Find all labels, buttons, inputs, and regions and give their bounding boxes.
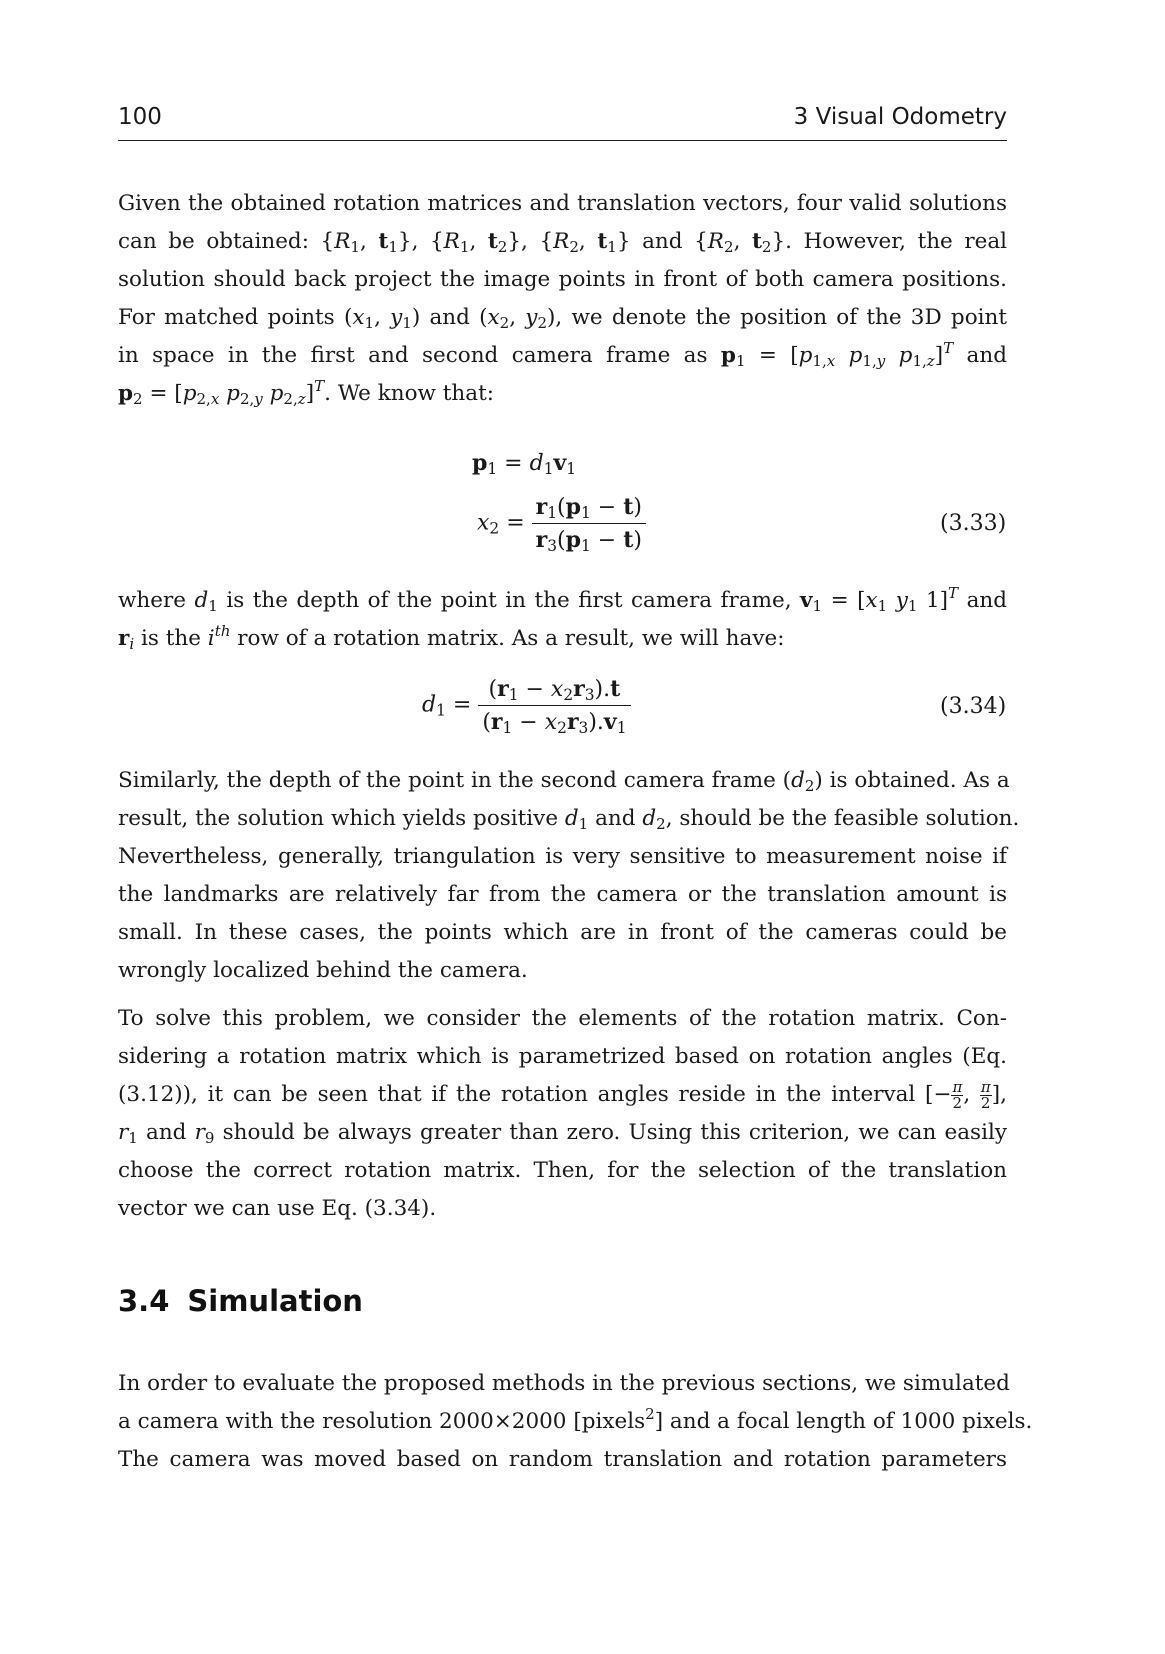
- section-title: Simulation: [187, 1284, 363, 1318]
- text-line: small. In these cases, the points which are in front of the cameras could be: [118, 920, 1007, 945]
- equation-number: (3.34): [940, 694, 1007, 719]
- text-line: the landmarks are relatively far from the camera or the translation amount is: [118, 882, 1007, 907]
- text-line: (3.12)), it can be seen that if the rotation angles reside in the interval [− $\frac{\pi}{2}$ , $\frac{\pi}{2}$ ],: [118, 1077, 1007, 1112]
- text-line: In order to evaluate the proposed methods in the previous sections, we simulated: [118, 1371, 1010, 1396]
- text-line: result, the solution which yields positive $d_1$ and $d_2$, should be the feasible solution.: [118, 806, 1020, 833]
- page-number: 100: [118, 104, 162, 130]
- equation-3-33-line1: $p_1 = d_1v_1$: [472, 450, 577, 478]
- text-line: $r_1$ and $r_9$ should be always greater than zero. Using this criterion, we can easily: [118, 1120, 1007, 1147]
- text-line: $r_i$ is the $i^{th}$ row of a rotation matrix. As a result, we will have:: [118, 622, 785, 653]
- section-heading: [118, 1284, 363, 1318]
- text-line: a camera with the resolution 2000×2000 [pixels$^2$] and a focal length of 1000 pixels.: [118, 1405, 1033, 1434]
- text-line: wrongly localized behind the camera.: [118, 958, 528, 983]
- paragraph-solutions: [118, 185, 1007, 413]
- paragraph-simulation: [118, 1365, 1033, 1479]
- text-line: For matched points ($x_1$, $y_1$) and ($x_2$, $y_2$), we denote the position of the 3D point: [118, 305, 1008, 332]
- paragraph-rotation-criterion: [118, 1000, 1007, 1228]
- text-line: vector we can use Eq. (3.34).: [118, 1196, 437, 1221]
- text-line: can be obtained: {$R_1$, $t_1$}, {$R_1$, $t_2$}, {$R_2$, $t_1$} and {$R_2$, $t_2$}. However, the real: [118, 229, 1008, 256]
- text-line: The camera was moved based on random translation and rotation parameters: [118, 1447, 1007, 1472]
- running-header: [118, 96, 1007, 141]
- equation-3-33-line2: $x_2$ = $\frac{r_1(p_1 - t)}{r_3(p_1 - t)}$: [477, 494, 646, 553]
- equation-3-34: $d_1$ = $\frac{(r_1 - x_2r_3).t}{(r_1 - x_2r_3).v_1}$: [422, 676, 631, 735]
- text-line: Nevertheless, generally, triangulation is very sensitive to measurement noise if: [118, 844, 1007, 869]
- text-line: Given the obtained rotation matrices and translation vectors, four valid solutions: [118, 191, 1007, 216]
- text-line: To solve this problem, we consider the elements of the rotation matrix. Con-: [118, 1006, 1007, 1031]
- fraction: $\frac{r_1(p_1 - t)}{r_3(p_1 - t)}$: [532, 494, 646, 553]
- paragraph-feasible-solution: [118, 762, 1020, 990]
- text-line: $p_2 = [p_{2,x}$ $p_{2,y}$ $p_{2,z}]^T$. We know that:: [118, 377, 494, 408]
- equation-number: (3.33): [940, 511, 1007, 536]
- text-line: Similarly, the depth of the point in the second camera frame $(d_2)$ is obtained. As a: [118, 768, 1010, 795]
- text-line: solution should back project the image points in front of both camera positions.: [118, 267, 1007, 292]
- fraction: $\frac{(r_1 - x_2r_3).t}{(r_1 - x_2r_3).v_1}$: [478, 676, 630, 735]
- chapter-title: 3 Visual Odometry: [793, 104, 1007, 130]
- paragraph-depth: [118, 582, 1007, 658]
- section-number: 3.4: [118, 1284, 170, 1318]
- text-line: sidering a rotation matrix which is parametrized based on rotation angles (Eq.: [118, 1044, 1007, 1069]
- text-line: where $d_1$ is the depth of the point in the first camera frame, $v_1 = [x_1$ $y_1$ 1]$^T$ and: [118, 584, 1008, 615]
- text-line: choose the correct rotation matrix. Then, for the selection of the translation: [118, 1158, 1007, 1183]
- text-line: in space in the first and second camera frame as $p_1 = [p_{1,x}$ $p_{1,y}$ $p_{1,z}]^T$ and: [118, 339, 1007, 370]
